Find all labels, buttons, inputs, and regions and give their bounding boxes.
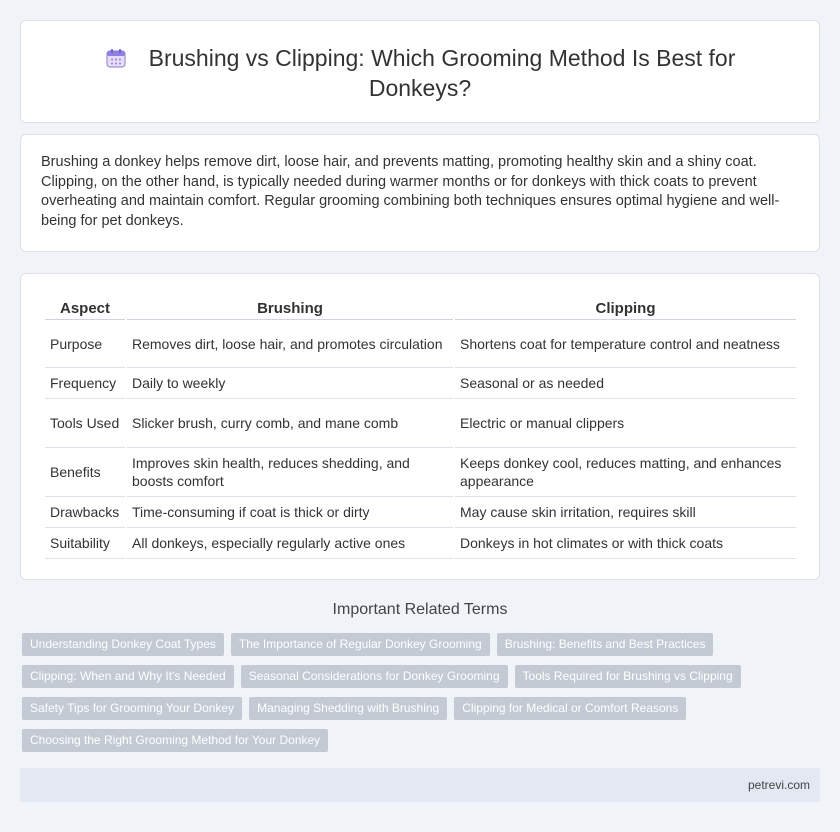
page-title: Brushing vs Clipping: Which Grooming Method Is Best for Donkeys? — [148, 45, 736, 101]
title-card — [20, 20, 820, 123]
cell-clipping: May cause skin irritation, requires skill — [455, 497, 796, 528]
comparison-card — [20, 273, 820, 580]
comparison-table — [43, 294, 798, 559]
table-row — [45, 399, 796, 448]
related-term-tag[interactable]: The Importance of Regular Donkey Grooming — [231, 633, 490, 656]
header-clipping: Clipping — [455, 294, 796, 320]
cell-brushing: Slicker brush, curry comb, and mane comb — [127, 399, 453, 448]
related-term-tag[interactable]: Tools Required for Brushing vs Clipping — [515, 665, 741, 688]
cell-brushing: All donkeys, especially regularly active ones — [127, 528, 453, 559]
related-terms-heading: Important Related Terms — [332, 601, 508, 618]
cell-aspect: Tools Used — [45, 399, 125, 448]
cell-aspect: Frequency — [45, 368, 125, 399]
cell-clipping: Seasonal or as needed — [455, 368, 796, 399]
cell-clipping: Donkeys in hot climates or with thick coats — [455, 528, 796, 559]
related-term-tag[interactable]: Choosing the Right Grooming Method for Your Donkey — [22, 729, 328, 752]
cell-aspect: Suitability — [45, 528, 125, 559]
table-row — [45, 497, 796, 528]
cell-aspect: Purpose — [45, 320, 125, 368]
intro-paragraph: Brushing a donkey helps remove dirt, loose hair, and prevents matting, promoting healthy skin and a shiny coat. Clipping, on the other hand, is typically needed during warmer months or for donkeys with thick coats to prevent overheating and maintain comfort. Regular grooming combining both techniques ensures optimal hygiene and well-being for pet donkeys. — [41, 154, 780, 229]
related-term-tag[interactable]: Safety Tips for Grooming Your Donkey — [22, 697, 242, 720]
header-brushing: Brushing — [127, 294, 453, 320]
related-term-tag[interactable]: Clipping: When and Why It's Needed — [22, 665, 234, 688]
cell-brushing: Improves skin health, reduces shedding, and boosts comfort — [127, 448, 453, 497]
related-term-tag[interactable]: Seasonal Considerations for Donkey Grooming — [241, 665, 508, 688]
footer-site-link[interactable]: petrevi.com — [747, 778, 810, 792]
calendar-icon — [105, 47, 127, 69]
cell-clipping: Shortens coat for temperature control and neatness — [455, 320, 796, 368]
related-term-tag[interactable]: Managing Shedding with Brushing — [249, 697, 447, 720]
related-terms-list — [22, 633, 812, 752]
cell-aspect: Drawbacks — [45, 497, 125, 528]
related-term-tag[interactable]: Clipping for Medical or Comfort Reasons — [454, 697, 686, 720]
table-header-row — [45, 294, 796, 320]
table-row — [45, 528, 796, 559]
cell-brushing: Removes dirt, loose hair, and promotes circulation — [127, 320, 453, 368]
cell-clipping: Keeps donkey cool, reduces matting, and enhances appearance — [455, 448, 796, 497]
table-row — [45, 368, 796, 399]
cell-brushing: Daily to weekly — [127, 368, 453, 399]
intro-card — [20, 134, 820, 252]
footer-bar — [20, 768, 820, 802]
table-row — [45, 320, 796, 368]
page-title-wrap — [21, 43, 819, 103]
header-aspect: Aspect — [45, 294, 125, 320]
cell-clipping: Electric or manual clippers — [455, 399, 796, 448]
related-term-tag[interactable]: Understanding Donkey Coat Types — [22, 633, 224, 656]
cell-aspect: Benefits — [45, 448, 125, 497]
table-row — [45, 448, 796, 497]
cell-brushing: Time-consuming if coat is thick or dirty — [127, 497, 453, 528]
related-term-tag[interactable]: Brushing: Benefits and Best Practices — [497, 633, 714, 656]
